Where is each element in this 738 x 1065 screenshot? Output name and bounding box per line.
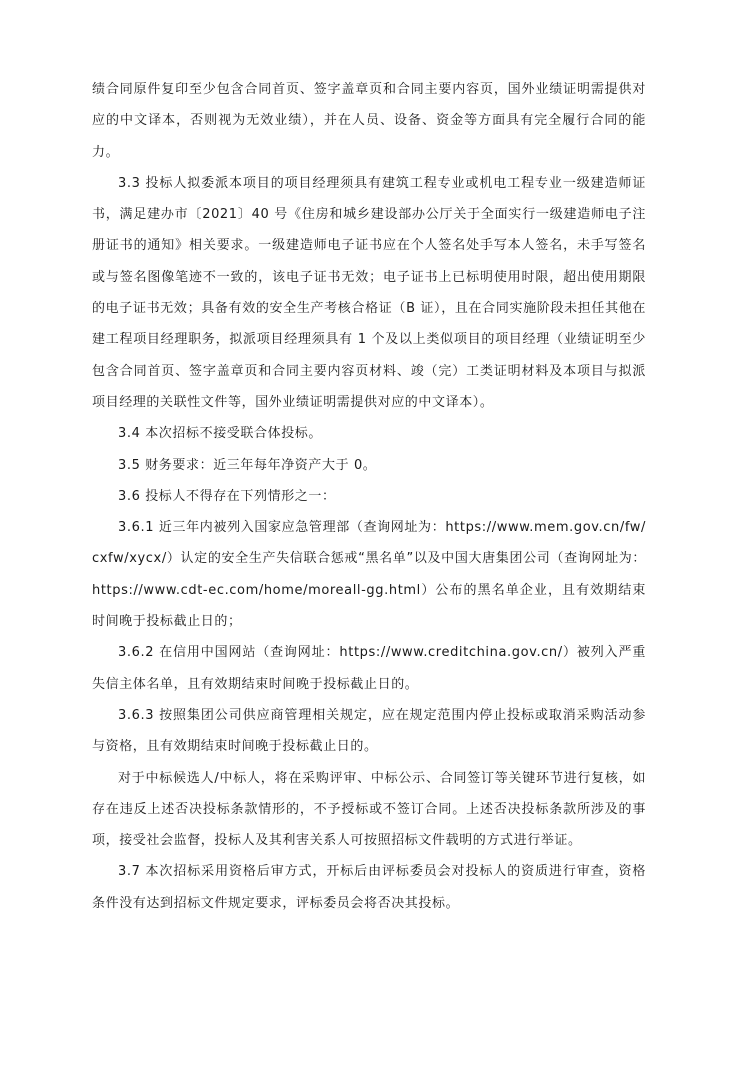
paragraph-3-6: 3.6 投标人不得存在下列情形之一： [118, 488, 336, 504]
paragraph-3-4: 3.4 本次招标不接受联合体投标。 [118, 426, 323, 442]
paragraph-3-5: 3.5 财务要求：近三年每年净资产大于 0。 [118, 457, 377, 473]
paragraph-review: 对于中标候选人/中标人，将在采购评审、中标公示、合同签订等关键环节进行复核，如存在违反上述否决投标条款情形的，不予授标或不签订合同。上述否决投标条款所涉及的事项，接受社会监督，投标人及其利害关系人可按照招标文件载明的方式进行举证。 [92, 770, 646, 849]
paragraph-3-7: 3.7 本次招标采用资格后审方式，开标后由评标委员会对投标人的资质进行审查，资格条件没有达到招标文件规定要求，评标委员会将否决其投标。 [92, 864, 646, 911]
paragraph-3-6-1: 3.6.1 近三年内被列入国家应急管理部（查询网址为：https://www.mem.gov.cn/fw/cxfw/xycx/）认定的安全生产失信联合惩戒“黑名单”以及中国大唐集团公司（查询网址为：https://www.cdt-ec.com/home/moreall-gg.html）公布的黑名单企业，且有效期结束时间晚于投标截止日的； [92, 520, 646, 630]
paragraph-3-3: 3.3 投标人拟委派本项目的项目经理须具有建筑工程专业或机电工程专业一级建造师证书，满足建办市〔2021〕40 号《住房和城乡建设部办公厅关于全面实行一级建造师电子注册证书的通知》相关要求。一级建造师电子证书应在个人签名处手写本人签名，未手写签名或与签名图像笔迹不一致的，该电子证书无效；电子证书上已标明使用时限，超出使用期限的电子证书无效；具备有效的安全生产考核合格证（B 证），且在合同实施阶段未担任其他在建工程项目经理职务，拟派项目经理须具有 1 个及以上类似项目的项目经理（业绩证明至少包含合同首页、签字盖章页和合同主要内容页材料、竣（完）工类证明材料及本项目与拟派项目经理的关联性文件等，国外业绩证明需提供对应的中文译本）。 [92, 175, 646, 410]
paragraph-3-6-2: 3.6.2 在信用中国网站（查询网址：https://www.creditchina.gov.cn/）被列入严重失信主体名单，且有效期结束时间晚于投标截止日的。 [92, 645, 646, 692]
paragraph-3-6-3: 3.6.3 按照集团公司供应商管理相关规定，应在规定范围内停止投标或取消采购活动参与资格，且有效期结束时间晚于投标截止日的。 [92, 707, 646, 755]
paragraph-1: 绩合同原件复印至少包含合同首页、签字盖章页和合同主要内容页，国外业绩证明需提供对应的中文译本，否则视为无效业绩），并在人员、设备、资金等方面具有完全履行合同的能力。 [92, 82, 646, 160]
